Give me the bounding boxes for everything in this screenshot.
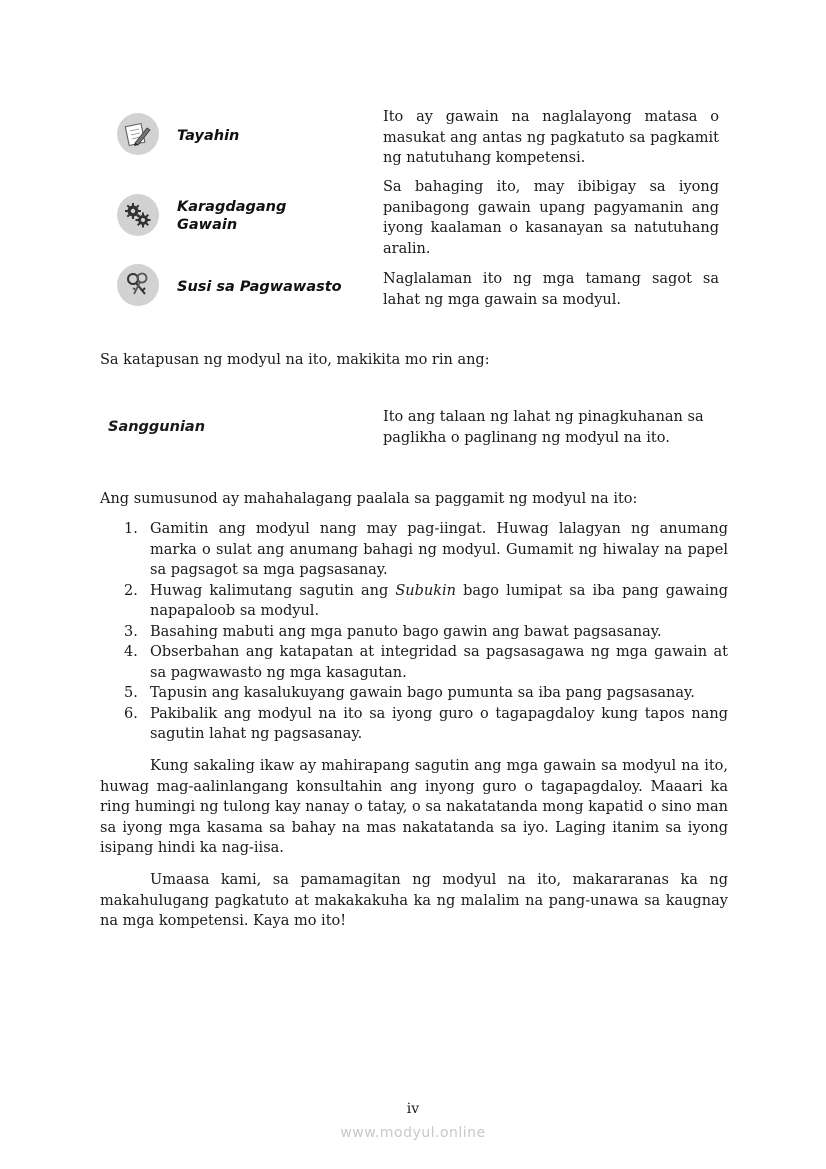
list-item: 1. Gamitin ang modyul nang may pag-iingat. Huwag lalagyan ng anumang marka o sulat ang anumang bahagi ng modyul. Gumamit ng hiwalay na papel sa pagsagot sa mga pagsasanay. bbox=[124, 521, 728, 578]
end-intro-text: Sa katapusan ng modyul na ito, makikita mo rin ang: bbox=[100, 352, 490, 368]
list-item: 5. Tapusin ang kasalukuyang gawain bago pumunta sa iba pang pagsasanay. bbox=[124, 685, 695, 701]
reminders-intro: Ang sumusunod ay mahahalagang paalala sa paggamit ng modyul na ito: bbox=[100, 491, 638, 507]
gears-icon bbox=[117, 194, 159, 236]
legend-label: Karagdagang Gawain bbox=[177, 199, 287, 233]
sanggunian-description: Ito ang talaan ng lahat ng pinagkuhanan sa paglikha o paglinang ng modyul na ito. bbox=[383, 409, 704, 446]
help-paragraph: Kung sakaling ikaw ay mahirapang sagutin ang mga gawain sa modyul na ito, huwag mag-aalinlangang konsultahin ang inyong guro o tagapagdaloy. Maaari ka ring humingi ng tulong kay nanay o tatay, o sa nakatatanda mong kapatid o sino man sa iyong mga kasama sa bahay na mas nakatatanda sa iyo. Laging itanim sa iyong isipang hindi ka nag-iisa. bbox=[100, 758, 728, 856]
list-item: 4. Obserbahan ang katapatan at integridad sa pagsasagawa ng mga gawain at sa pagwawasto ng mga kasagutan. bbox=[124, 644, 728, 681]
pencil-icon bbox=[117, 113, 159, 155]
legend-row-susi-sa-pagwawasto bbox=[117, 264, 722, 314]
legend-row-tayahin bbox=[117, 110, 722, 172]
hope-paragraph: Umaasa kami, sa pamamagitan ng modyul na ito, makararanas ka ng makahulugang pagkatuto at makakakuha ka ng malalim na pang-unawa sa kaugnay na mga kompetensi. Kaya mo ito! bbox=[100, 872, 728, 929]
legend-label: Susi sa Pagwawasto bbox=[177, 279, 342, 295]
list-item: 6. Pakibalik ang modyul na ito sa iyong guro o tagapagdaloy kung tapos nang sagutin lahat ng pagsasanay. bbox=[124, 705, 728, 742]
legend-row-karagdagang-gawain bbox=[117, 179, 722, 264]
subukin-emphasis: Subukin bbox=[395, 582, 456, 599]
legend-description: Ito ay gawain na naglalayong matasa o masukat ang antas ng pagkatuto sa pagkamit ng natutuhang kompetensi. bbox=[383, 109, 719, 166]
page-number: iv bbox=[406, 1101, 420, 1117]
legend-label: Tayahin bbox=[177, 128, 240, 144]
list-item: 2. Huwag kalimutang sagutin ang Subukin bago lumipat sa iba pang gawaing napapaloob sa modyul. bbox=[124, 582, 728, 619]
list-item: 3. Basahing mabuti ang mga panuto bago gawin ang bawat pagsasanay. bbox=[124, 623, 662, 640]
legend-description: Sa bahaging ito, may ibibigay sa iyong panibagong gawain upang pagyamanin ang iyong kaalaman o kasanayan sa natutuhang aralin. bbox=[383, 179, 719, 257]
legend-description: Naglalaman ito ng mga tamang sagot sa lahat ng mga gawain sa modyul. bbox=[383, 271, 719, 308]
reminders-list bbox=[100, 519, 728, 745]
watermark: www.modyul.online bbox=[340, 1125, 486, 1141]
sanggunian-label: Sanggunian bbox=[108, 419, 206, 435]
keys-icon bbox=[117, 264, 159, 306]
